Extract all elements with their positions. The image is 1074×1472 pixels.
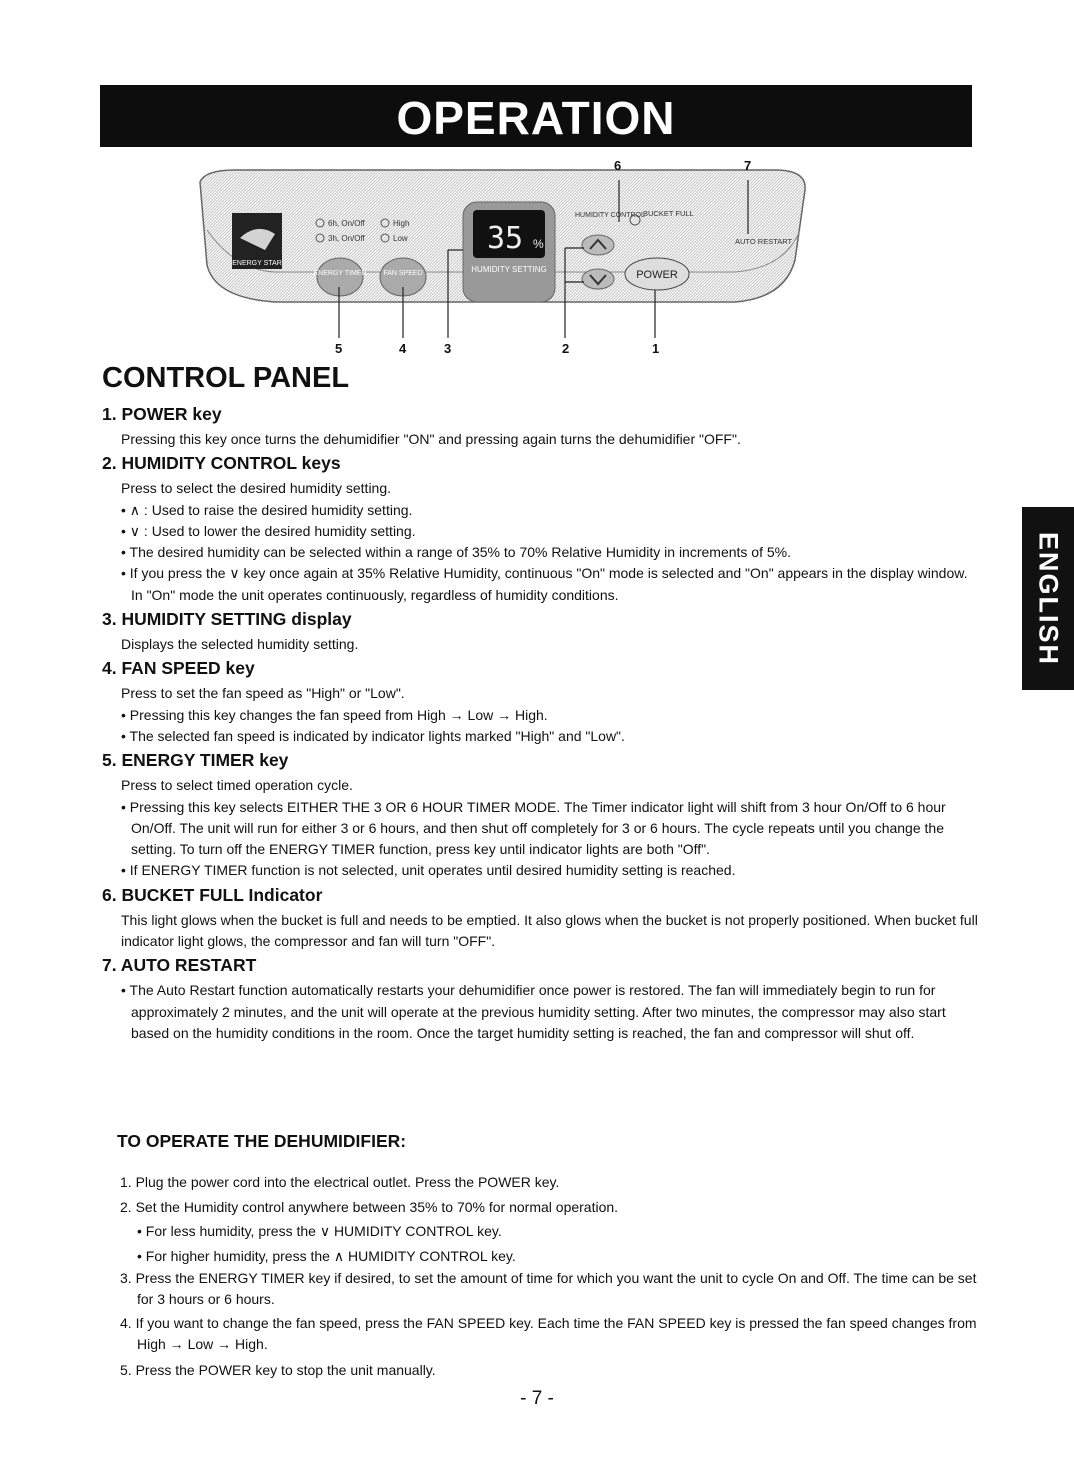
section-humidity-control: [102, 453, 982, 606]
operate-substep: • For higher humidity, press the ∧ HUMIDITY CONTROL key.: [137, 1247, 516, 1264]
bullet-item: • ∧ : Used to raise the desired humidity setting.: [121, 501, 413, 518]
bullet-item: • The selected fan speed is indicated by indicator lights marked "High" and "Low".: [121, 727, 625, 744]
operate-step: 4. If you want to change the fan speed, press the FAN SPEED key. Each time the FAN SPEED key is pressed the fan speed changes from High → Low → High.: [120, 1315, 977, 1352]
section-title: 5. ENERGY TIMER key: [102, 750, 289, 771]
humidity-down-button: [582, 269, 614, 289]
energy-timer-button-label: ENERGY TIMER: [313, 270, 367, 277]
section-text: Press to set the fan speed as "High" or "Low".: [121, 685, 405, 702]
bullet-item: • The Auto Restart function automatically restarts your dehumidifier once power is restored. The fan will immediately begin to run for approximately 2 minutes, and the unit will operate at the previous humidity setting. After two minutes, the compressor may also start based on the humidity conditions in the room. Once the target humidity setting is reached, the fan and compressor will shut off.: [121, 982, 946, 1041]
page-banner: OPERATION: [100, 85, 972, 147]
bullet-item: • Pressing this key selects EITHER THE 3 OR 6 HOUR TIMER MODE. The Timer indicator light will shift from 3 hour On/Off to 6 hour On/Off. The unit will run for either 3 or 6 hours, and then shut off completely for 3 or 6 hours. The cycle repeats until you change the setting. To turn off the ENERGY TIMER function, press key until indicator lights are both "Off".: [121, 798, 946, 858]
bullet-item: • If ENERGY TIMER function is not selected, unit operates until desired humidity setting is reached.: [121, 862, 736, 879]
operate-step: 2. Set the Humidity control anywhere between 35% to 70% for normal operation.: [120, 1198, 619, 1215]
section-power-key: [102, 404, 982, 450]
sections: [102, 404, 982, 1047]
section-title: 1. POWER key: [102, 404, 222, 424]
section-humidity-display: [102, 609, 982, 655]
section-title: 4. FAN SPEED key: [102, 658, 255, 679]
display-value: 35: [486, 221, 524, 256]
label-low: Low: [393, 234, 408, 243]
humidity-up-button: [582, 235, 614, 255]
callout-2: 2: [562, 341, 570, 356]
section-bucket-full: [102, 885, 982, 953]
bullet-item: • Pressing this key changes the fan speed from High → Low → High.: [121, 706, 548, 723]
callout-6: 6: [614, 158, 622, 173]
power-button-label: POWER: [636, 269, 678, 281]
language-tab: [1022, 507, 1074, 690]
section-title: 2. HUMIDITY CONTROL keys: [102, 453, 341, 474]
humidity-setting-label: HUMIDITY SETTING: [471, 265, 547, 274]
bullet-item: • ∨ : Used to lower the desired humidity setting.: [121, 522, 416, 539]
section-text: Press to select the desired humidity setting.: [121, 480, 392, 497]
display-unit: %: [533, 237, 544, 251]
section-title: 3. HUMIDITY SETTING display: [102, 609, 352, 630]
callout-1: 1: [652, 341, 660, 356]
auto-restart-label: AUTO RESTART: [735, 237, 793, 246]
section-text: Pressing this key once turns the dehumidifier "ON" and pressing again turns the dehumidifier "OFF".: [121, 431, 741, 447]
callout-3: 3: [444, 341, 452, 356]
language-tab-label: ENGLISH: [1033, 531, 1064, 666]
section-title: 6. BUCKET FULL Indicator: [102, 884, 323, 905]
label-high: High: [393, 219, 410, 228]
page-number: - 7 -: [520, 1388, 554, 1409]
operate-step: 5. Press the POWER key to stop the unit manually.: [120, 1362, 436, 1378]
section-auto-restart: [102, 955, 982, 1044]
callout-5: 5: [335, 341, 343, 356]
label-6h: 6h, On/Off: [328, 219, 365, 228]
operate-step: 1. Plug the power cord into the electrical outlet. Press the POWER key.: [120, 1174, 560, 1190]
callout-4: 4: [399, 341, 407, 356]
callout-7: 7: [744, 158, 752, 173]
energy-timer-button: [317, 258, 363, 296]
control-panel-heading: CONTROL PANEL: [102, 362, 350, 394]
fan-speed-button-label: FAN SPEED: [383, 270, 423, 277]
operate-steps: [120, 1170, 980, 1383]
section-title: 7. AUTO RESTART: [102, 955, 257, 976]
label-3h: 3h, On/Off: [328, 234, 365, 243]
section-text: This light glows when the bucket is full and needs to be emptied. It also glows when the bucket is not properly positioned. When bucket full indicator light glows, the compressor and fan will turn "OFF".: [121, 911, 978, 950]
operate-substep: • For less humidity, press the ∨ HUMIDITY CONTROL key.: [137, 1223, 502, 1239]
bucket-full-label: BUCKET FULL: [643, 209, 694, 218]
bullet-item: • If you press the ∨ key once again at 35% Relative Humidity, continuous "On" mode is selected and "On" appears in the display window. In "On" mode the unit operates continuously, regardless of humidity conditions.: [121, 565, 968, 603]
energy-star-text: ENERGY STAR: [232, 260, 282, 267]
section-text: Press to select timed operation cycle.: [121, 777, 353, 794]
bullet-item: • The desired humidity can be selected within a range of 35% to 70% Relative Humidity in increments of 5%.: [121, 544, 791, 561]
operate-title: TO OPERATE THE DEHUMIDIFIER:: [117, 1131, 407, 1151]
control-panel-illustration: [195, 160, 815, 360]
section-text: Displays the selected humidity setting.: [121, 636, 359, 653]
operate-step: 3. Press the ENERGY TIMER key if desired, to set the amount of time for which you want the unit to cycle On and Off. The time can be set for 3 hours or 6 hours.: [120, 1270, 977, 1307]
section-energy-timer: [102, 750, 982, 881]
humidity-control-label: HUMIDITY CONTROL: [575, 212, 645, 219]
section-fan-speed: [102, 658, 982, 747]
